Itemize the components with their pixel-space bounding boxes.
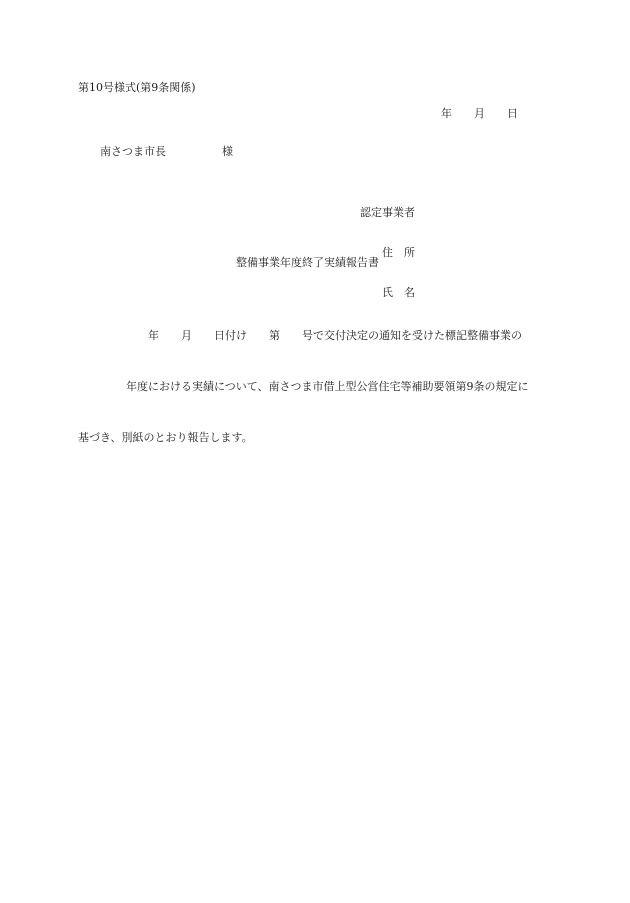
document-title: 整備事業年度終了実績報告書	[236, 256, 379, 269]
applicant-role: 認定事業者	[360, 206, 415, 219]
addressee-honorific: 様	[222, 145, 233, 158]
date-day-label: 日	[507, 107, 518, 120]
date-month-label: 月	[474, 107, 485, 120]
addressee-title: 南さつま市長	[100, 145, 166, 158]
applicant-address-label: 住 所	[382, 246, 415, 259]
form-number: 第10号様式(第9条関係)	[78, 81, 196, 94]
addressee	[100, 146, 233, 157]
body-line-2: 年度における実績について、南さつま市借上型公営住宅等補助要領第9条の規定に	[126, 380, 529, 393]
date-line	[441, 108, 518, 119]
body-text	[78, 293, 553, 463]
applicant-name-label: 氏 名	[382, 286, 415, 299]
body-line-3: 基づき、別紙のとおり報告します。	[78, 431, 253, 444]
body-line-1: 年 月 日付け 第 号で交付決定の通知を受けた標記整備事業の	[148, 329, 522, 342]
date-year-label: 年	[441, 107, 452, 120]
